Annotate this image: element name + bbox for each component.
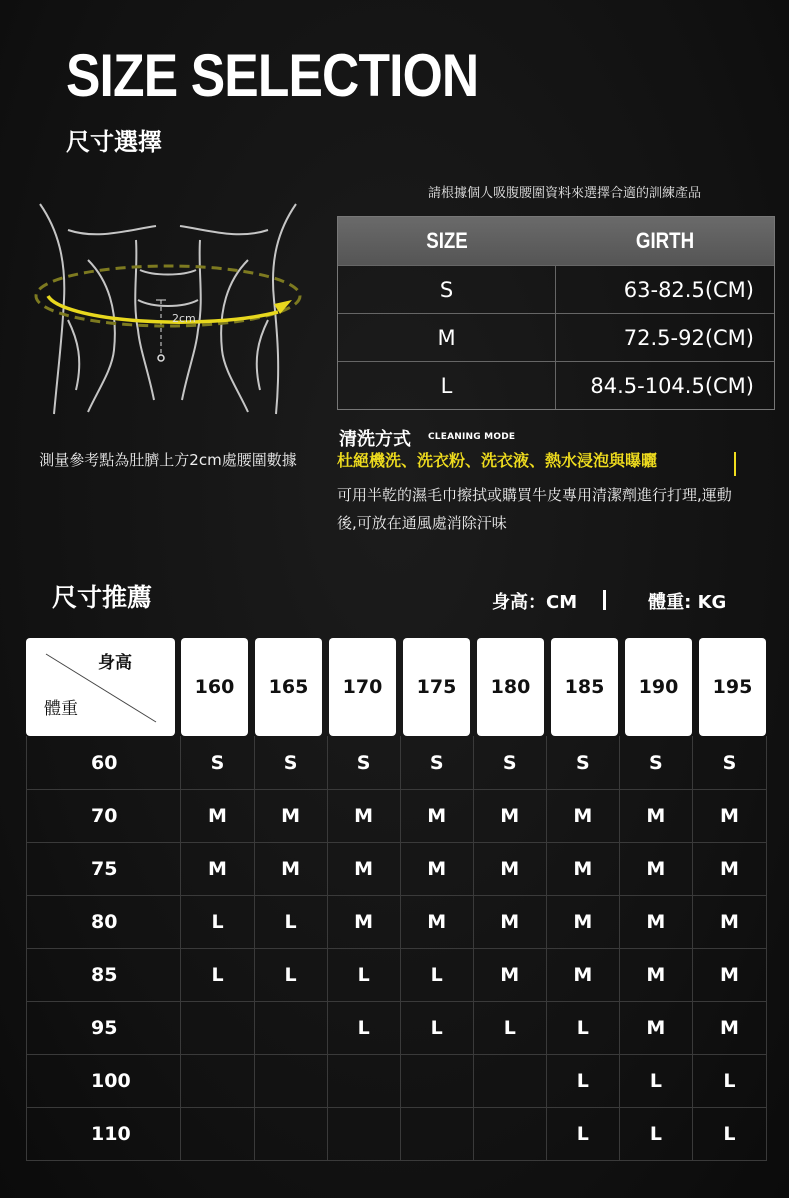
size-cell: M xyxy=(181,790,254,842)
size-cell: L xyxy=(547,1108,620,1160)
measure-label: 2cm xyxy=(172,312,196,325)
weight-cell: 75 xyxy=(27,843,181,895)
size-cell: L xyxy=(255,896,328,948)
size-cell: L xyxy=(723,1123,736,1145)
cleaning-subtitle: CLEANING MODE xyxy=(428,432,516,442)
size-table-row xyxy=(27,895,766,948)
size-cell: M xyxy=(620,790,693,842)
size-cell: M xyxy=(474,896,547,948)
size-cell: M xyxy=(719,858,739,880)
weight-cell: 60 xyxy=(27,736,181,789)
size-cell: M xyxy=(401,843,474,895)
height-header: 195 xyxy=(699,638,766,736)
cleaning-description: 可用半乾的濕毛巾擦拭或購買牛皮專用清潔劑進行打理,運動後,可放在通風處消除汗味 xyxy=(337,486,732,532)
size-cell xyxy=(401,1108,474,1160)
recommend-title: 尺寸推薦 xyxy=(52,583,153,612)
waist-measurement-figure xyxy=(28,200,318,416)
size-cell: M xyxy=(620,949,693,1001)
size-cell: M xyxy=(474,790,547,842)
corner-height-label: 身高 xyxy=(98,653,132,673)
size-table-row xyxy=(27,1001,766,1054)
size-cell xyxy=(255,1002,328,1054)
size-table-row xyxy=(27,1054,766,1107)
size-cell: M xyxy=(620,843,693,895)
size-cell xyxy=(181,1055,254,1107)
height-unit: 身高：CM xyxy=(492,592,578,613)
size-recommend-table xyxy=(26,638,767,1161)
size-cell xyxy=(181,1108,254,1160)
accent-bar xyxy=(734,452,736,476)
page-title: SIZE SELECTION xyxy=(66,42,479,109)
size-cell: M xyxy=(255,843,328,895)
cleaning-title: 清洗方式 xyxy=(339,429,411,450)
size-cell: M xyxy=(255,790,328,842)
size-cell: S xyxy=(401,736,474,789)
weight-cell: 95 xyxy=(27,1002,181,1054)
size-cell: L xyxy=(181,896,254,948)
size-table-row xyxy=(27,736,766,789)
size-cell: L xyxy=(547,1002,620,1054)
size-cell: M xyxy=(328,896,401,948)
size-cell: M xyxy=(547,843,620,895)
girth-size: L xyxy=(338,362,556,409)
torso-illustration xyxy=(28,200,318,416)
height-header: 165 xyxy=(255,638,322,736)
measurement-note: 測量參考點為肚臍上方2cm處腰圍數據 xyxy=(39,451,297,469)
size-cell: L xyxy=(401,949,474,1001)
size-cell: S xyxy=(474,736,547,789)
girth-row xyxy=(338,313,774,361)
size-cell: M xyxy=(620,896,693,948)
weight-cell: 80 xyxy=(27,896,181,948)
size-cell: S xyxy=(722,751,737,774)
size-cell: L xyxy=(474,1002,547,1054)
guide-text: 請根據個人吸腹腰圍資料來選擇合適的訓練產品 xyxy=(428,186,702,201)
size-cell: S xyxy=(328,736,401,789)
girth-size: S xyxy=(338,266,556,313)
size-cell: L xyxy=(401,1002,474,1054)
size-cell xyxy=(255,1108,328,1160)
size-cell: M xyxy=(620,1002,693,1054)
size-cell: L xyxy=(723,1070,736,1092)
size-table-row xyxy=(27,1107,766,1160)
size-cell: S xyxy=(620,736,693,789)
size-cell: M xyxy=(401,896,474,948)
girth-range: 72.5-92(CM) xyxy=(623,325,754,350)
size-table-body xyxy=(26,736,767,1161)
height-header: 175 xyxy=(403,638,470,736)
girth-table-header xyxy=(338,217,774,265)
height-header: 190 xyxy=(625,638,692,736)
size-table-row xyxy=(27,789,766,842)
size-cell: M xyxy=(474,949,547,1001)
girth-header-size: SIZE xyxy=(426,228,468,253)
size-cell xyxy=(401,1055,474,1107)
weight-cell: 70 xyxy=(27,790,181,842)
height-header: 160 xyxy=(181,638,248,736)
size-cell: L xyxy=(328,1002,401,1054)
corner-cell xyxy=(26,638,175,736)
girth-row xyxy=(338,361,774,409)
girth-table xyxy=(337,216,775,410)
units-legend xyxy=(492,588,726,614)
weight-cell: 110 xyxy=(27,1108,181,1160)
size-cell: M xyxy=(719,805,739,827)
size-cell: L xyxy=(328,949,401,1001)
size-table-row xyxy=(27,842,766,895)
height-header: 180 xyxy=(477,638,544,736)
size-cell: M xyxy=(719,964,739,986)
size-cell: M xyxy=(474,843,547,895)
cleaning-warning: 杜絕機洗、洗衣粉、洗衣液、熱水浸泡與曝曬 xyxy=(337,451,658,470)
size-cell xyxy=(255,1055,328,1107)
page-subtitle: 尺寸選擇 xyxy=(66,128,162,156)
size-cell: M xyxy=(181,843,254,895)
weight-unit: 體重: KG xyxy=(648,592,727,613)
girth-size: M xyxy=(338,314,556,361)
size-table-header xyxy=(26,638,767,736)
size-cell: M xyxy=(719,911,739,933)
size-cell: L xyxy=(181,949,254,1001)
corner-weight-label: 體重 xyxy=(44,699,78,719)
size-cell xyxy=(328,1055,401,1107)
weight-cell: 100 xyxy=(27,1055,181,1107)
size-cell: S xyxy=(255,736,328,789)
size-cell: L xyxy=(620,1108,693,1160)
size-cell: L xyxy=(620,1055,693,1107)
size-cell xyxy=(181,1002,254,1054)
size-cell: M xyxy=(547,896,620,948)
size-cell: L xyxy=(255,949,328,1001)
girth-row xyxy=(338,265,774,313)
size-cell: S xyxy=(181,736,254,789)
size-cell: M xyxy=(401,790,474,842)
size-cell: M xyxy=(547,790,620,842)
size-cell xyxy=(474,1055,547,1107)
girth-range: 63-82.5(CM) xyxy=(623,277,754,302)
unit-divider xyxy=(603,590,606,610)
size-cell: M xyxy=(547,949,620,1001)
size-cell: L xyxy=(547,1055,620,1107)
height-header: 185 xyxy=(551,638,618,736)
girth-header-girth: GIRTH xyxy=(635,228,695,253)
girth-range: 84.5-104.5(CM) xyxy=(590,373,754,398)
height-header: 170 xyxy=(329,638,396,736)
size-cell xyxy=(474,1108,547,1160)
size-cell: S xyxy=(547,736,620,789)
size-cell: M xyxy=(328,843,401,895)
size-table-row xyxy=(27,948,766,1001)
size-cell: M xyxy=(328,790,401,842)
size-cell: M xyxy=(719,1017,739,1039)
size-cell xyxy=(328,1108,401,1160)
weight-cell: 85 xyxy=(27,949,181,1001)
